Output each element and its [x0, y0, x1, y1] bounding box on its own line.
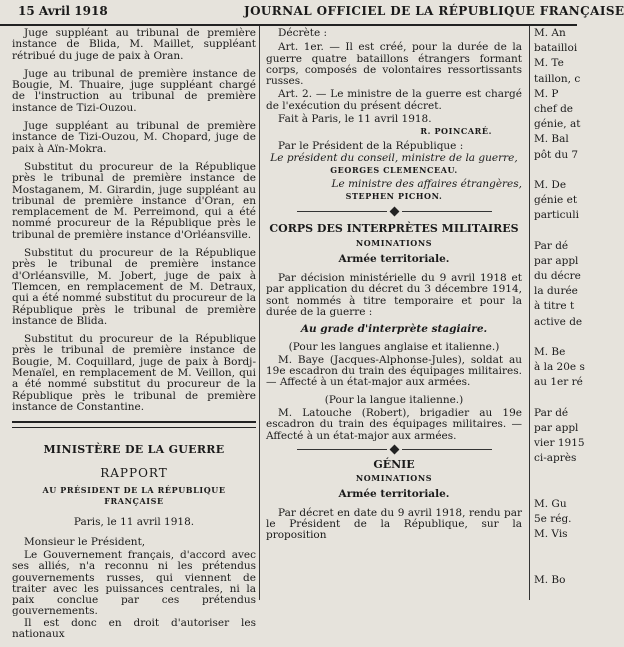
ministre-affaires-etrangeres: Le ministre des affaires étrangères, [331, 177, 522, 190]
report-body-1: Le Gouvernement français, d'accord avec ses alliés, n'a reconnu ni les prétendus gouvernements russes, qui viennent de traiter avec les puissances centrales, ni la paix conclue par ces prétendus gouvernements. [12, 548, 256, 618]
report-heading: RAPPORT [100, 465, 168, 480]
grade-heading: Au grade d'interprète stagiaire. [300, 323, 488, 336]
cropped-line: par appl [534, 254, 579, 267]
nominations-label: NOMINATIONS [355, 238, 433, 249]
decree-paragraph-genie: Par décret en date du 9 avril 1918, rendu par le Président de la République, sur la proposition [266, 506, 522, 542]
cropped-line: Par dé [534, 239, 569, 252]
header-title: JOURNAL OFFICIEL DE LA RÉPUBLIQUE FRANÇAISE [244, 4, 624, 18]
cropped-line: par appl [534, 421, 579, 434]
signature-pichon: STEPHEN PICHON. [345, 190, 443, 201]
nominations-label-2: NOMINATIONS [355, 473, 433, 484]
cropped-line: M. De [534, 178, 567, 191]
report-salutation: Monsieur le Président, [24, 535, 146, 548]
cropped-line [534, 165, 578, 180]
appointment-mostaganem: Substitut du procureur de la République près le tribunal de première instance de Mostaganem, M. Girardin, juge suppléant au tribunal de première instance d'Oran, en remplacement de M. Perreimond, qui a été nommé procureur de la République près le tribunal de première instance d'Orléansville. [12, 160, 256, 241]
cropped-line: taillon, c [534, 72, 581, 85]
cropped-line: à la 20e s [534, 361, 585, 374]
appointment-bougie: Juge au tribunal de première instance de Bougie, M. Thuaire, juge suppléant chargé de l'instruction au tribunal de première instance de Tizi-Ouzou. [12, 67, 256, 114]
cropped-line: M. Bo [534, 573, 566, 586]
corps-heading: CORPS DES INTERPRÈTES MILITAIRES [269, 222, 519, 236]
section-rule [12, 421, 256, 428]
cropped-line: ci-après [534, 452, 577, 465]
signature-poincare: R. POINCARÉ. [420, 126, 492, 137]
cropped-line: la durée [534, 285, 578, 298]
cropped-line: à titre t [534, 300, 575, 313]
cropped-line: au 1er ré [534, 376, 583, 389]
header-date: 15 Avril 1918 [18, 4, 108, 18]
cropped-line: particuli [534, 209, 579, 222]
cropped-line: chef de [534, 102, 574, 115]
cropped-line: M. Bal [534, 133, 569, 146]
appointment-latouche: M. Latouche (Robert), brigadier au 19e escadron du train des équipages militaires. — Affecté à un état-major aux armées. [266, 407, 522, 442]
cropped-line: du décre [534, 270, 581, 282]
column-divider-2 [529, 26, 530, 600]
cropped-line: génie et [534, 194, 578, 207]
column-middle [266, 28, 522, 549]
languages-english-italian: (Pour les langues anglaise et italienne.) [288, 340, 500, 353]
report-place-date: Paris, le 11 avril 1918. [73, 516, 195, 529]
cropped-line: génie, at [534, 118, 581, 131]
decree-fait: Fait à Paris, le 11 avril 1918. [278, 113, 432, 126]
signature-clemenceau: GEORGES CLEMENCEAU. [330, 165, 458, 176]
cropped-line: M. An [534, 27, 566, 39]
column-left [12, 28, 256, 647]
cropped-line: 5e rég. [534, 513, 572, 525]
cropped-line: M. Vis [534, 528, 568, 541]
cropped-line: batailloi [534, 42, 578, 55]
cropped-line: M. Te [534, 57, 564, 70]
cropped-line: Par dé [534, 406, 569, 419]
appointment-orleansville: Substitut du procureur de la République près le tribunal de première instance d'Orléansville, M. Jobert, juge de paix à Tlemcen, en remplacement de M. Detraux, qui a été nommé substitut du procureur de la République près le tribunal de première instance de Blida. [12, 247, 256, 327]
column-divider-1 [259, 26, 260, 600]
column-right-cropped [534, 27, 585, 590]
decree-article-2: Art. 2. — Le ministre de la guerre est chargé de l'exécution du présent décret. [266, 88, 522, 112]
ornament-divider [266, 208, 522, 215]
genie-heading: GÉNIE [373, 457, 415, 471]
appointment-blida: Juge suppléant au tribunal de première instance de Blida, M. Maillet, suppléant rétribué du juge de paix à Oran. [12, 27, 256, 62]
languages-italian: (Pour la langue italienne.) [324, 393, 464, 406]
cropped-line: pôt du 7 [534, 148, 579, 161]
cropped-line [534, 560, 578, 575]
page-header [0, 0, 624, 26]
armee-territoriale-label: Armée territoriale. [338, 252, 450, 265]
cropped-line [534, 544, 578, 559]
appointment-tizi-ouzou: Juge suppléant au tribunal de première instance de Tizi-Ouzou, M. Chopard, juge de paix à Aïn-Mokra. [12, 120, 256, 155]
cropped-line: M. Gu [534, 497, 567, 510]
cropped-line [534, 393, 578, 408]
report-body-2: Il est donc en droit d'autoriser les nationaux [12, 616, 256, 641]
cropped-line: vier 1915 [534, 437, 585, 450]
decree-decrete: Décrète : [278, 27, 328, 39]
president-du-conseil: Le président du conseil, ministre de la guerre, [270, 151, 518, 164]
ornament-divider-2 [266, 446, 522, 453]
par-le-president: Par le Président de la République : [278, 139, 464, 152]
report-recipient: AU PRÉSIDENT DE LA RÉPUBLIQUE FRANÇAISE [42, 484, 226, 507]
cropped-line [534, 225, 578, 240]
cropped-line [534, 484, 578, 499]
appointment-bougie-substitut: Substitut du procureur de la République près le tribunal de première instance de Bougie, M. Coquillard, juge de paix à Bordj-Menaïel, en remplacement de M. Veillon, qui a été nommé substitut du procureur de la République près le tribunal de première instance de Constantine. [12, 333, 256, 413]
cropped-line: M. P [534, 87, 559, 100]
decree-article-1: Art. 1er. — Il est créé, pour la durée de la guerre quatre bataillons étrangers formant corps, composés de volontaires ressortissants russes. [266, 41, 522, 88]
cropped-line: active de [534, 315, 583, 328]
cropped-line [534, 468, 578, 483]
decision-paragraph: Par décision ministérielle du 9 avril 1918 et par application du décret du 3 décembre 1914, sont nommés à titre temporaire et pour la durée de la guerre : [266, 272, 522, 318]
cropped-line [534, 332, 578, 347]
armee-territoriale-label-2: Armée territoriale. [338, 487, 450, 500]
cropped-line: M. Be [534, 345, 566, 358]
ministry-heading: MINISTÈRE DE LA GUERRE [43, 443, 225, 457]
appointment-baye: M. Baye (Jacques-Alphonse-Jules), soldat au 19e escadron du train des équipages militaires. — Affecté à un état-major aux armées. [266, 353, 522, 389]
